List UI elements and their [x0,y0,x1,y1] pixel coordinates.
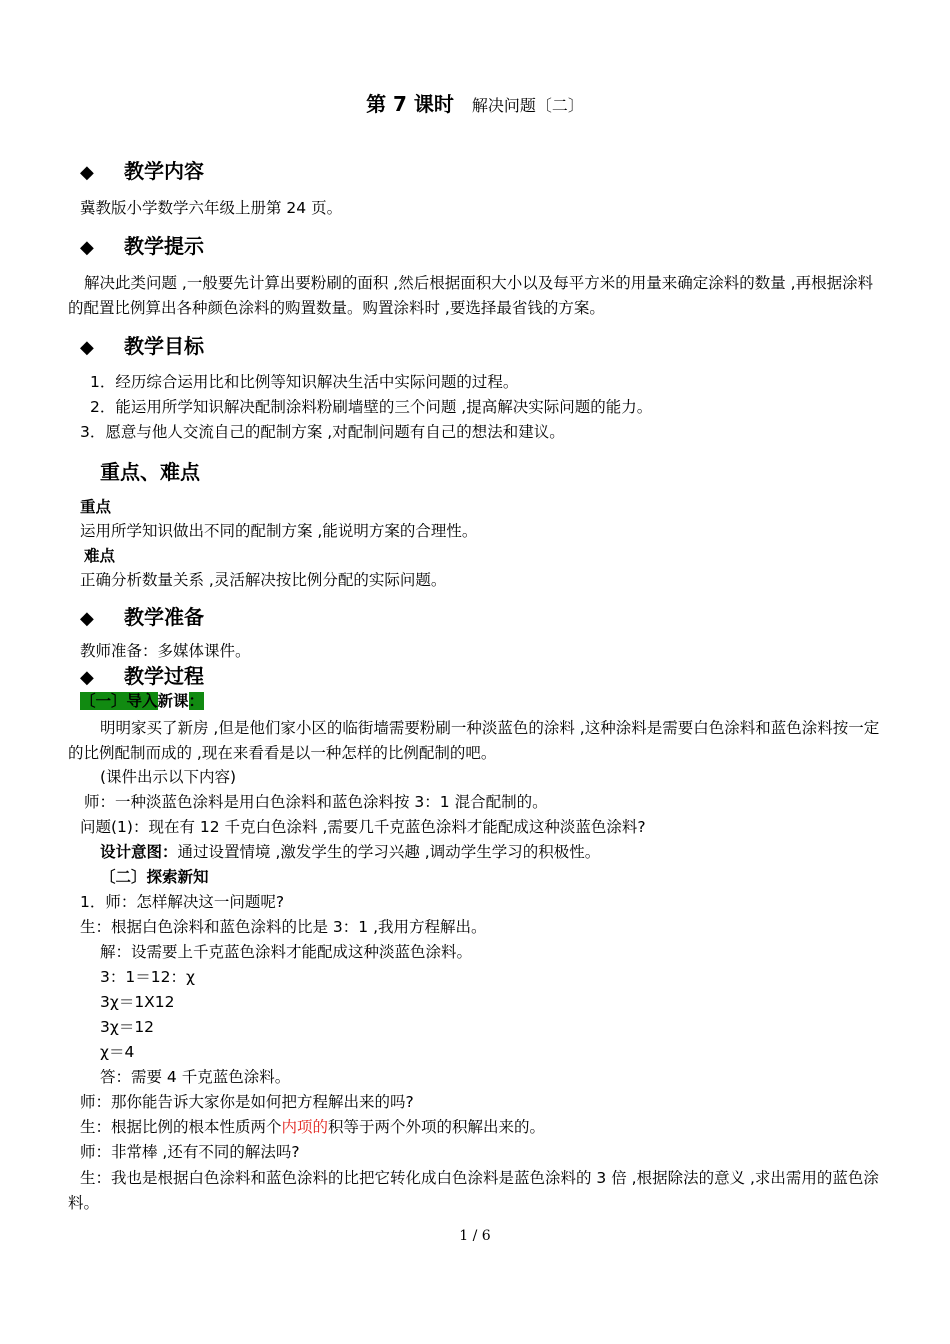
teacher-how-question: 1．师：怎样解决这一问题呢? [80,893,285,911]
equation-3: 3χ＝12 [100,1018,155,1036]
content-text: 冀教版小学数学六年级上册第 24 页。 [80,199,343,217]
part1-heading: 〔一〕导入新课： [80,692,205,710]
solution-setup: 解：设需要上千克蓝色涂料才能配成这种淡蓝色涂料。 [100,943,473,961]
goal-item-2: 2．能运用所学知识解决配制涂料粉刷墙壁的三个问题 ,提高解决实际问题的能力。 [90,398,653,416]
difficult-label: 难点 [84,547,116,565]
lesson-subtitle: 解决问题〔二〕 [471,96,584,115]
highlighted-term: 内项的 [281,1118,329,1136]
prep-text: 教师准备：多媒体课件。 [80,642,251,660]
diamond-bullet-icon: ◆ [80,337,94,358]
heading-hint: ◆ 教学提示 [80,233,204,261]
equation-4: χ＝4 [100,1043,135,1061]
part2-heading: 〔二〕探索新知 [100,868,209,886]
answer-line: 答：需要 4 千克蓝色涂料。 [100,1068,291,1086]
diamond-bullet-icon: ◆ [80,162,94,183]
heading-content: ◆ 教学内容 [80,158,204,186]
page-number: 1 / 6 [459,1228,491,1244]
student-line-3: 生：我也是根据白色涂料和蓝色涂料的比把它转化成白色涂料是蓝色涂料的 3 倍 ,根据除法的意义 ,求出需用的蓝色涂料。 [68,1169,879,1212]
design-intent: 设计意图：通过设置情境 ,激发学生的学习兴趣 ,调动学生学习的积极性。 [100,843,601,861]
intro-paragraph: 明明家买了新房 ,但是他们家小区的临街墙需要粉刷一种淡蓝色的涂料 ,这种涂料是需要白色涂料和蓝色涂料按一定的比例配制而成的 ,现在来看看是以一种怎样的比例配制的吧。 [68,719,880,762]
heading-goals: ◆ 教学目标 [80,333,204,361]
difficult-text: 正确分析数量关系 ,灵活解决按比例分配的实际问题。 [80,571,447,589]
teacher-line-1: 师：一种淡蓝色涂料是用白色涂料和蓝色涂料按 3：1 混合配制的。 [84,793,548,811]
equation-2: 3χ＝1X12 [100,993,175,1011]
goal-item-1: 1．经历综合运用比和比例等知识解决生活中实际问题的过程。 [90,373,519,391]
question-1: 问题(1)：现在有 12 千克白色涂料 ,需要几千克蓝色涂料才能配成这种淡蓝色涂料? [80,818,646,836]
key-label: 重点 [80,498,112,516]
teacher-line-2: 师：那你能告诉大家你是如何把方程解出来的吗? [80,1093,414,1111]
student-line-1: 生：根据白色涂料和蓝色涂料的比是 3：1 ,我用方程解出。 [80,918,487,936]
page-title [0,88,950,117]
student-line-2: 生：根据比例的根本性质两个内项的积等于两个外项的积解出来的。 [80,1118,546,1136]
diamond-bullet-icon: ◆ [80,667,94,688]
equation-1: 3：1＝12：χ [100,968,195,986]
teacher-line-3: 师：非常棒 ,还有不同的解法吗? [80,1143,300,1161]
hint-paragraph: 解决此类问题 ,一般要先计算出要粉刷的面积 ,然后根据面积大小以及每平方米的用量来确定涂料的数量 ,再根据涂料的配置比例算出各种颜色涂料的购置数量。购置涂料时 ,要选择最省钱的方案。 [68,274,874,317]
courseware-note: (课件出示以下内容) [100,768,237,786]
lesson-number: 第 7 课时 [366,92,454,116]
heading-process: ◆ 教学过程 [80,663,204,691]
goal-item-3: 3．愿意与他人交流自己的配制方案 ,对配制问题有自己的想法和建议。 [80,423,565,441]
heading-key-points: 重点、难点 [100,460,200,484]
diamond-bullet-icon: ◆ [80,237,94,258]
key-text: 运用所学知识做出不同的配制方案 ,能说明方案的合理性。 [80,522,478,540]
diamond-bullet-icon: ◆ [80,608,94,629]
heading-prep: ◆ 教学准备 [80,604,204,632]
